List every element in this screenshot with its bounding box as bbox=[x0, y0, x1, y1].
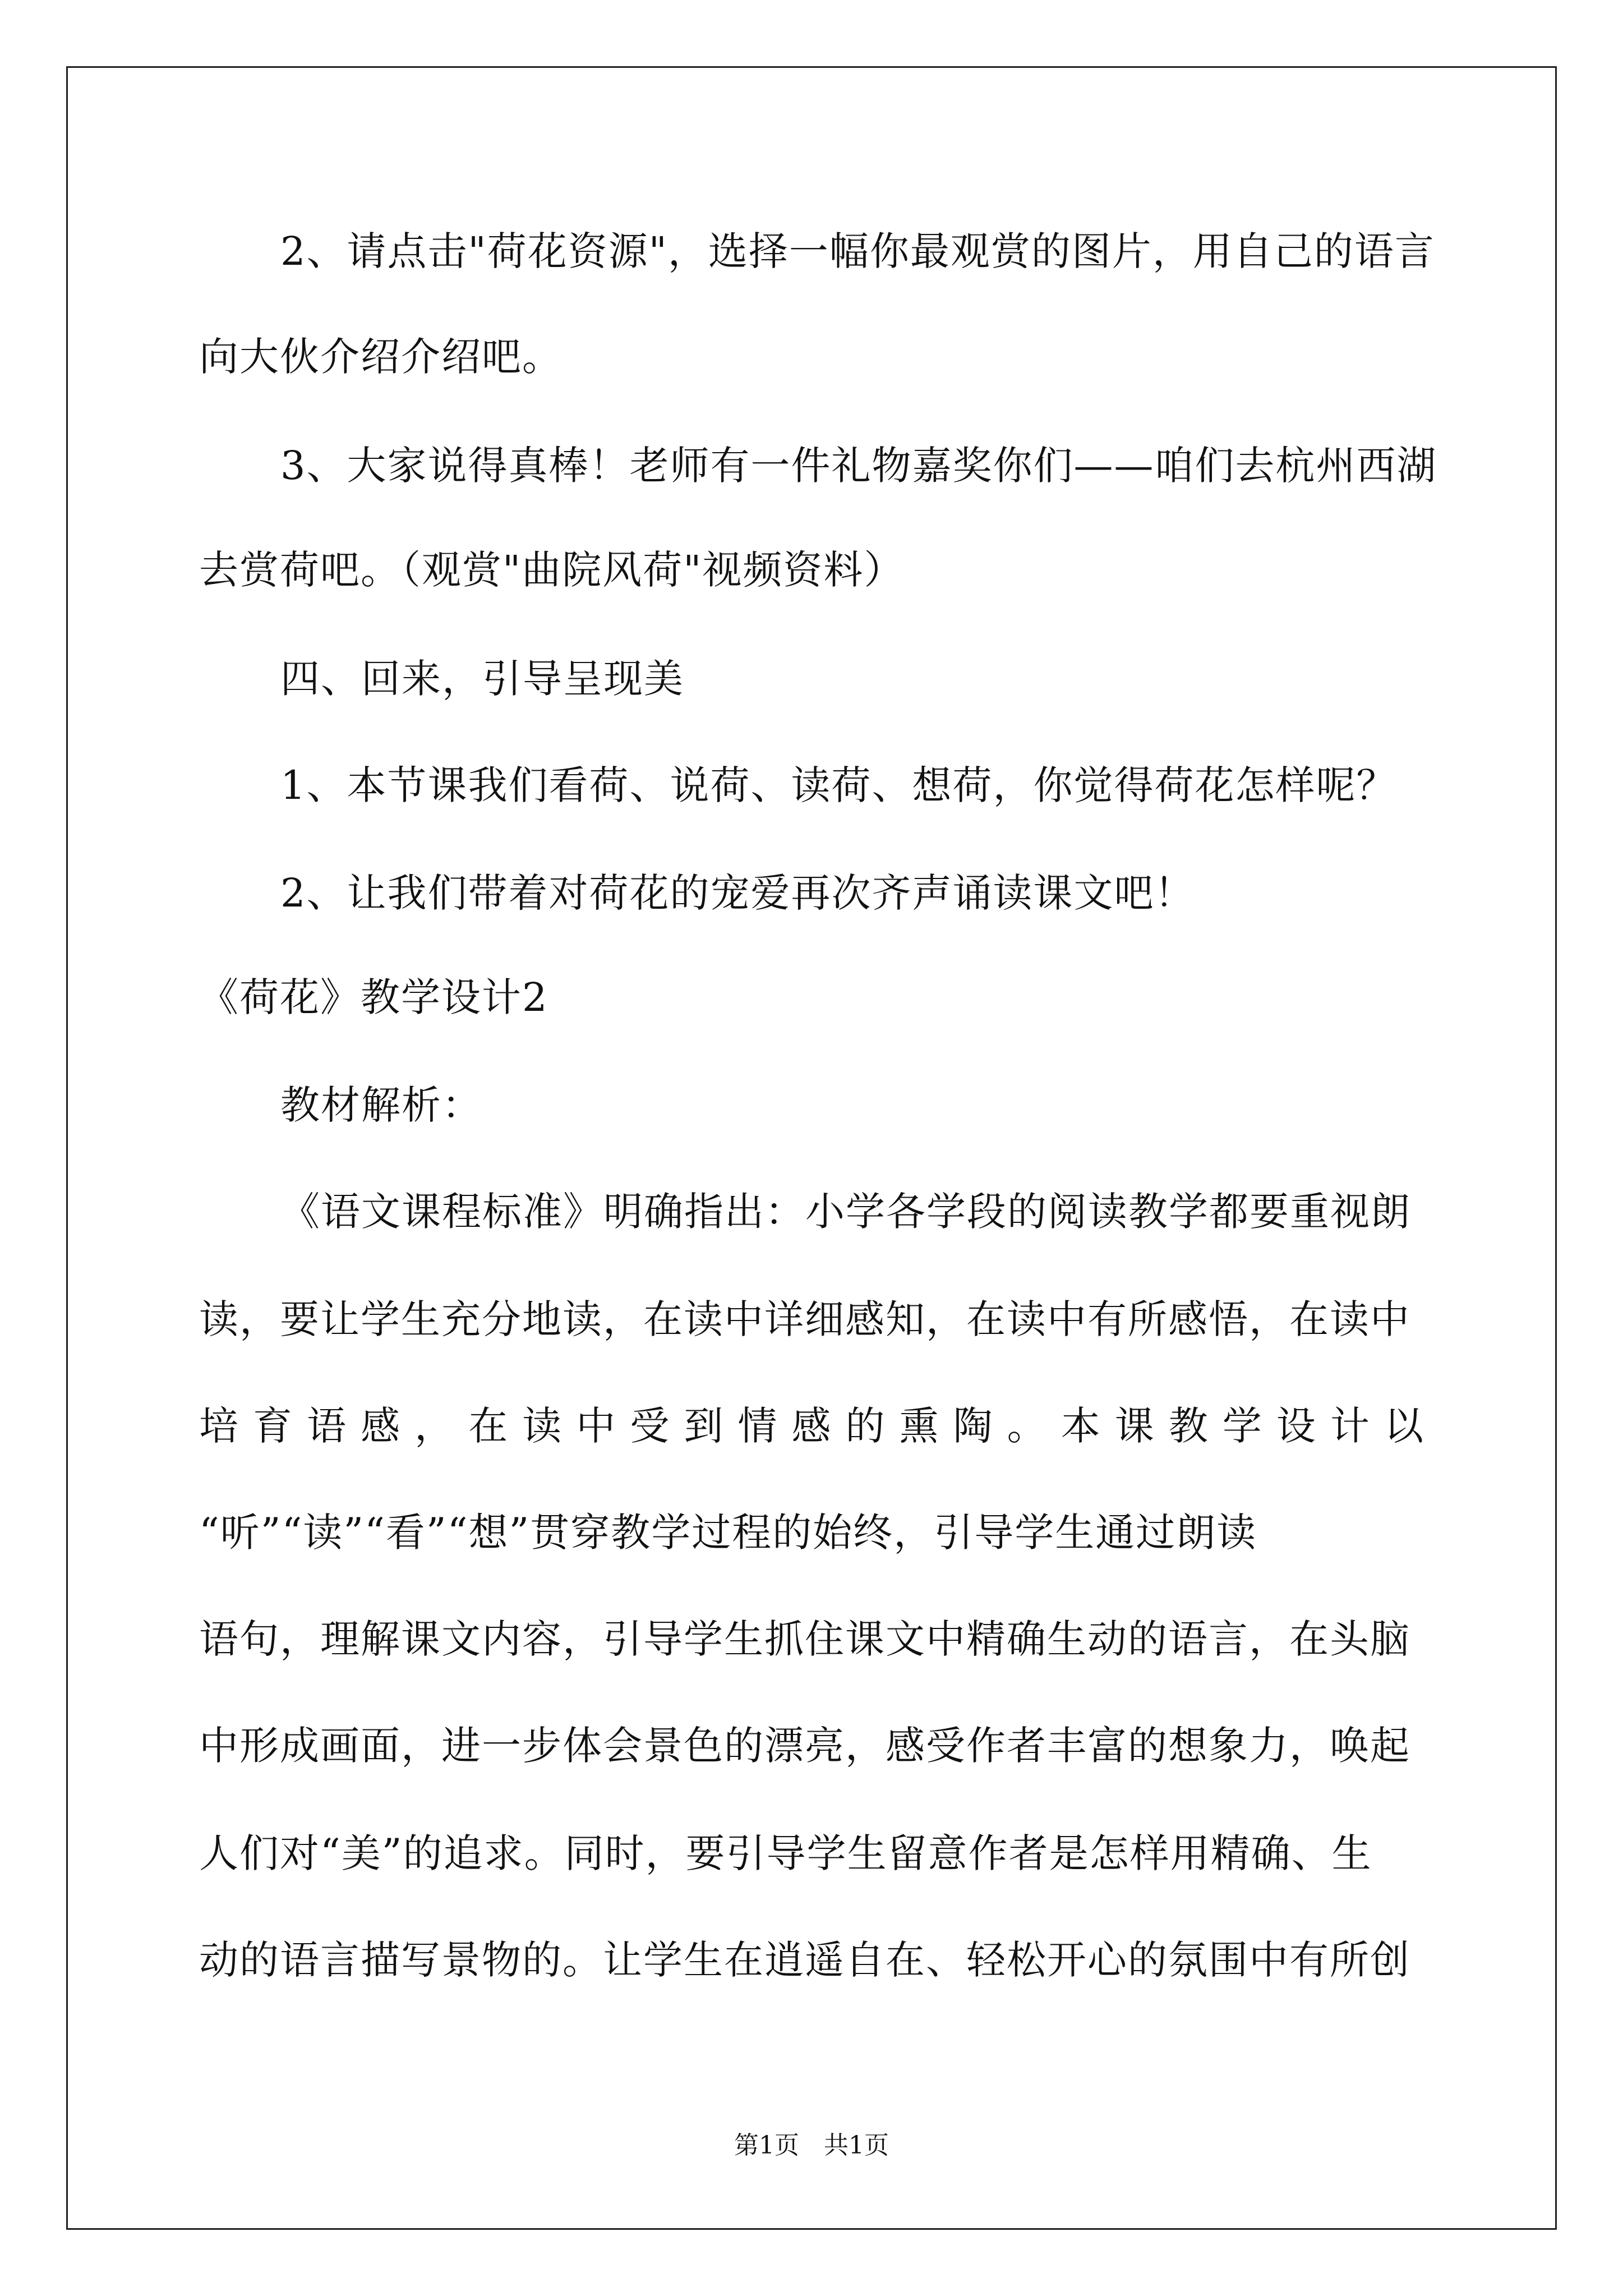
paragraph-line: 读，要让学生充分地读，在读中详细感知，在读中有所感悟，在读中 bbox=[199, 1296, 1410, 1342]
paragraph-line: 人们对“美”的追求。同时，要引导学生留意作者是怎样用精确、生 bbox=[199, 1830, 1372, 1876]
section-heading: 四、回来，引导呈现美 bbox=[280, 656, 684, 702]
paragraph-line: 培育语感，在读中受到情感的熏陶。本课教学设计以 bbox=[199, 1403, 1424, 1449]
paragraph-line: 2、请点击"荷花资源"，选择一幅你最观赏的图片，用自己的语言 bbox=[280, 228, 1435, 274]
section-heading: 教材解析： bbox=[280, 1082, 482, 1128]
paragraph-line: 《语文课程标准》明确指出：小学各学段的阅读教学都要重视朗 bbox=[280, 1189, 1411, 1235]
paragraph-line: 1、本节课我们看荷、说荷、读荷、想荷，你觉得荷花怎样呢？ bbox=[280, 762, 1397, 808]
page-border bbox=[66, 66, 1557, 2230]
paragraph-line: 动的语言描写景物的。让学生在逍遥自在、轻松开心的氛围中有所创 bbox=[199, 1937, 1410, 1983]
paragraph-line: 向大伙介绍介绍吧。 bbox=[199, 334, 562, 380]
paragraph-line: 语句，理解课文内容，引导学生抓住课文中精确生动的语言，在头脑 bbox=[199, 1616, 1410, 1662]
paragraph-line: 3、大家说得真棒！老师有一件礼物嘉奖你们——咱们去杭州西湖 bbox=[280, 443, 1437, 489]
paragraph-line: 2、让我们带着对荷花的宠爱再次齐声诵读课文吧！ bbox=[280, 870, 1195, 916]
page-number-footer: 第1页 共1页 bbox=[734, 2131, 889, 2160]
paragraph-line: “听”“读”“看”“想”贯穿教学过程的始终，引导学生通过朗读 bbox=[199, 1510, 1257, 1556]
paragraph-line: 去赏荷吧。（观赏"曲院风荷"视频资料） bbox=[199, 547, 905, 593]
document-title: 《荷花》教学设计2 bbox=[199, 974, 548, 1020]
paragraph-line: 中形成画面，进一步体会景色的漂亮，感受作者丰富的想象力，唤起 bbox=[199, 1723, 1410, 1769]
